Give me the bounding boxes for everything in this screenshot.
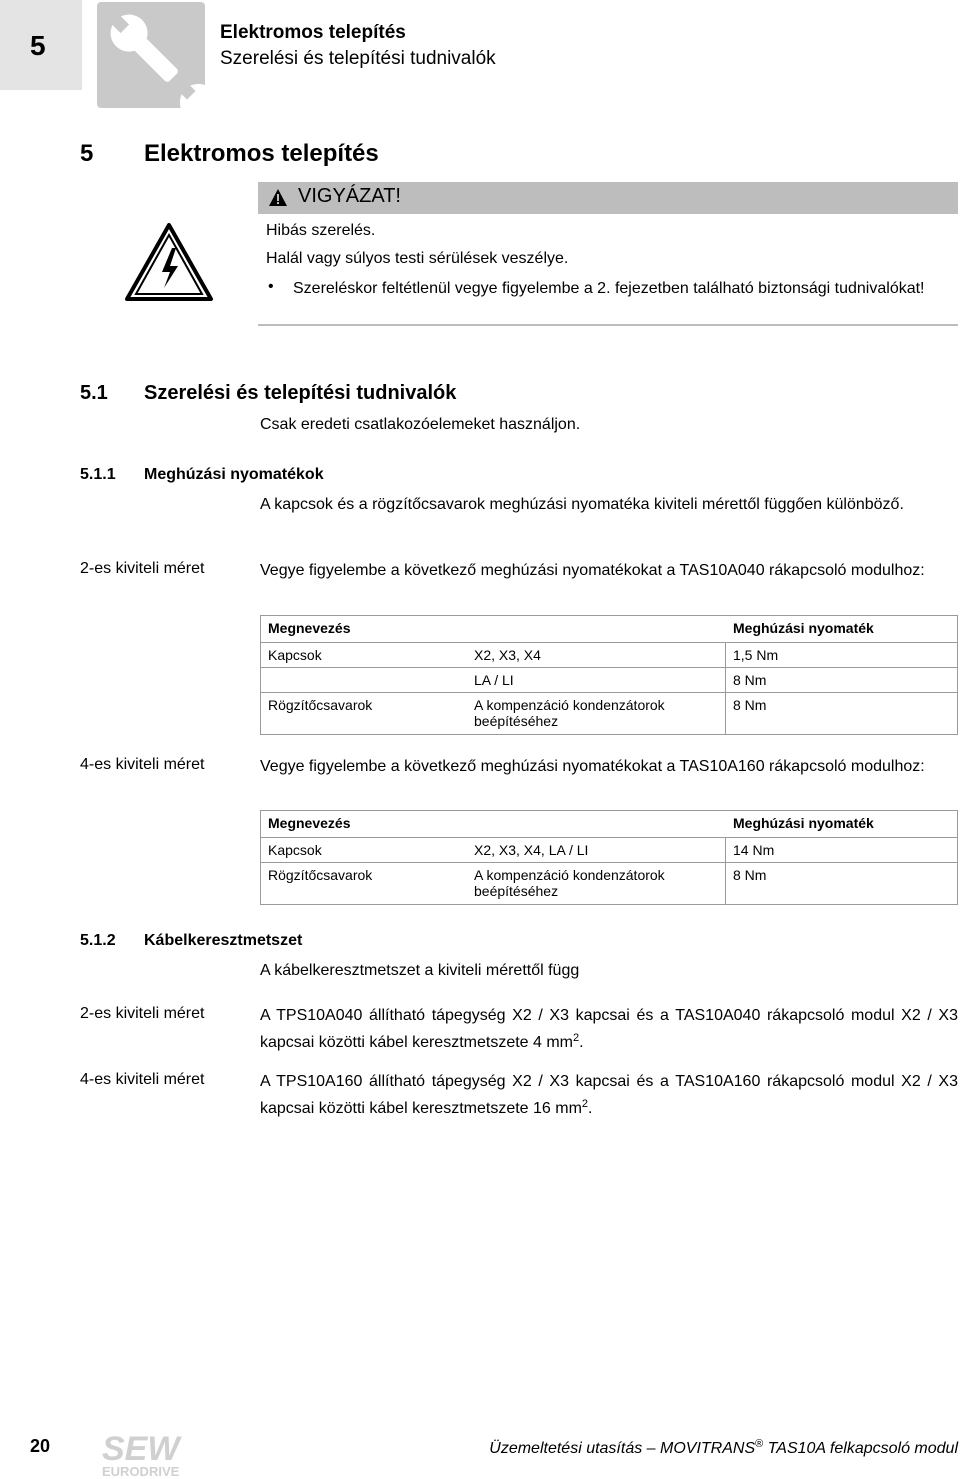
doc-title-part: TAS10A felkapcsoló modul — [763, 1440, 958, 1457]
section-5-1-1-heading — [80, 466, 324, 484]
table-header-row — [261, 811, 957, 837]
table-header-cell: Megnevezés — [268, 815, 351, 831]
chapter-icon-tile — [97, 2, 205, 108]
header-subtitle: Szerelési és telepítési tudnivalók — [220, 48, 496, 69]
table-cell: X2, X3, X4, LA / LI — [474, 842, 589, 858]
size-4-cable-text — [260, 1071, 958, 1120]
header-title: Elektromos telepítés — [220, 22, 406, 43]
table-row — [261, 692, 957, 734]
period: . — [588, 1100, 593, 1117]
high-voltage-warning-icon — [124, 222, 214, 302]
logo-text-bottom: EURODRIVE — [102, 1464, 180, 1478]
chapter-number: 5 — [30, 30, 46, 61]
section-5-1-1-intro: A kapcsok és a rögzítőcsavarok meghúzási nyomatéka kiviteli mérettől függően különböző. — [260, 496, 904, 513]
warning-triangle-icon — [268, 188, 288, 208]
size-4-label: 4-es kiviteli méret — [80, 756, 205, 773]
table-cell: Rögzítőcsavarok — [268, 697, 373, 713]
wrench-icon — [97, 2, 205, 108]
table-cell: A kompenzáció kondenzátorok beépítéséhez — [474, 867, 665, 899]
table-cell: 14 Nm — [733, 842, 775, 858]
warning-label: VIGYÁZAT! — [298, 185, 401, 207]
warning-line-1: Hibás szerelés. — [266, 222, 376, 239]
chapter-tab — [0, 0, 82, 90]
table-row — [261, 862, 957, 904]
logo-text-top: SEW — [102, 1430, 180, 1468]
table-row — [261, 667, 957, 692]
size-2-label: 2-es kiviteli méret — [80, 560, 205, 577]
size-2-text: Vegye figyelembe a következő meghúzási nyomatékokat a TAS10A040 rákapcsoló modulhoz: — [260, 562, 925, 579]
size-2-label: 2-es kiviteli méret — [80, 1005, 205, 1022]
table-header-cell: Meghúzási nyomaték — [733, 815, 874, 831]
table-row — [261, 837, 957, 862]
table-cell: 8 Nm — [733, 697, 767, 713]
column-divider — [725, 668, 726, 692]
column-divider — [725, 863, 726, 904]
table-cell: LA / LI — [474, 672, 514, 688]
size-2-cable-text — [260, 1005, 958, 1054]
section-title: Meghúzási nyomatékok — [144, 466, 324, 483]
table-cell: Rögzítőcsavarok — [268, 867, 373, 883]
cable-text: A TPS10A040 állítható tápegység X2 / X3 kapcsai és a TAS10A040 rákapcsoló modul X2 / X3 kapcsai közötti kábel keresztmetszete 4 mm — [260, 1007, 958, 1051]
section-title: Kábelkeresztmetszet — [144, 932, 303, 949]
column-divider — [725, 643, 726, 667]
document-title — [489, 1438, 958, 1458]
superscript: 2 — [581, 1098, 589, 1110]
table-cell: X2, X3, X4 — [474, 647, 541, 663]
table-cell: A kompenzáció kondenzátorok beépítéséhez — [474, 697, 665, 729]
column-divider — [725, 693, 726, 734]
registered-mark: ® — [755, 1438, 764, 1450]
warning-divider — [258, 324, 958, 326]
warning-line-2: Halál vagy súlyos testi sérülések veszélye. — [266, 250, 569, 267]
table-cell: 1,5 Nm — [733, 647, 779, 663]
sew-eurodrive-logo — [100, 1430, 210, 1478]
table-row — [261, 642, 957, 667]
section-number: 5 — [80, 140, 94, 167]
torque-table-size-4 — [260, 810, 958, 905]
table-cell: Kapcsok — [268, 842, 322, 858]
bullet-dot: • — [268, 278, 274, 295]
table-header-cell: Meghúzási nyomaték — [733, 620, 874, 636]
section-title: Elektromos telepítés — [144, 140, 379, 167]
cable-text: A TPS10A160 állítható tápegység X2 / X3 kapcsai és a TAS10A160 rákapcsoló modul X2 / X3 kapcsai közötti kábel keresztmetszete 16 mm — [260, 1073, 958, 1117]
section-5-1-2-heading — [80, 932, 302, 950]
period: . — [579, 1034, 584, 1051]
section-5-1-heading — [80, 382, 456, 405]
size-4-label: 4-es kiviteli méret — [80, 1071, 205, 1088]
torque-table-size-2 — [260, 615, 958, 735]
warning-bullet: Szereléskor feltétlenül vegye figyelembe a 2. fejezetben található biztonsági tudnivalókat! — [293, 280, 925, 297]
page-number: 20 — [30, 1436, 51, 1456]
doc-title-part: Üzemeltetési utasítás – MOVITRANS — [489, 1440, 756, 1457]
section-5-1-2-intro: A kábelkeresztmetszet a kiviteli mérettől függ — [260, 962, 580, 979]
table-header-row — [261, 616, 957, 642]
warning-banner — [258, 182, 958, 214]
section-number: 5.1.1 — [80, 466, 116, 483]
table-cell: 8 Nm — [733, 867, 767, 883]
section-number: 5.1 — [80, 382, 108, 404]
table-header-cell: Megnevezés — [268, 620, 351, 636]
superscript: 2 — [573, 1032, 580, 1044]
table-cell: 8 Nm — [733, 672, 767, 688]
section-5-heading — [80, 140, 379, 168]
table-cell: Kapcsok — [268, 647, 322, 663]
size-4-text: Vegye figyelembe a következő meghúzási nyomatékokat a TAS10A160 rákapcsoló modulhoz: — [260, 758, 925, 775]
section-title: Szerelési és telepítési tudnivalók — [144, 382, 457, 404]
section-number: 5.1.2 — [80, 932, 116, 949]
column-divider — [725, 838, 726, 862]
section-5-1-intro: Csak eredeti csatlakozóelemeket használjon. — [260, 416, 581, 433]
